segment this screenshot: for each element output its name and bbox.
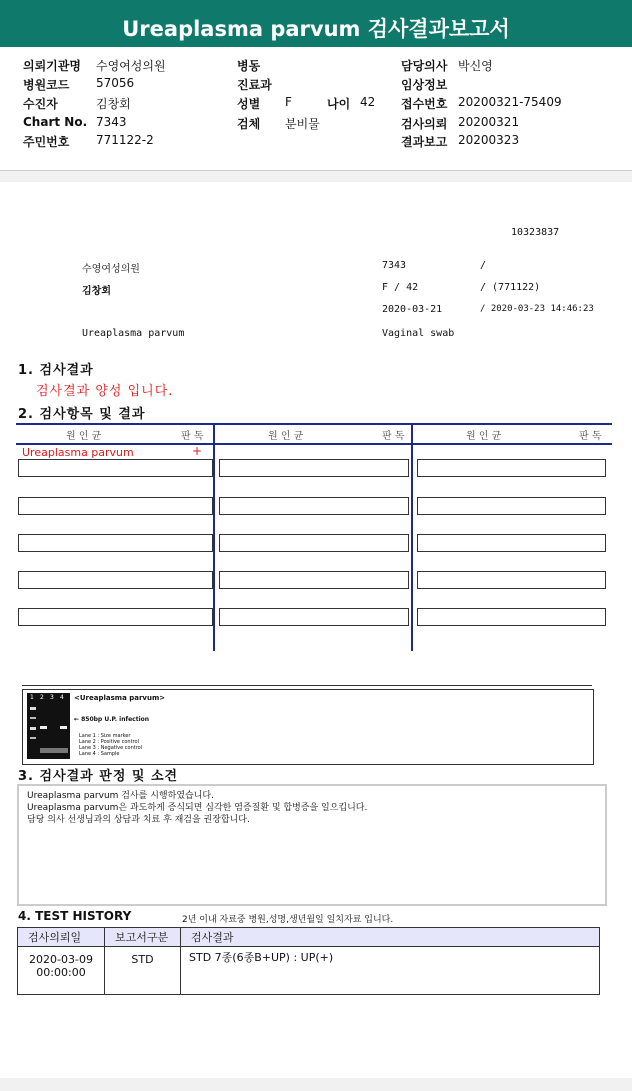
patient-name: 김창회 bbox=[82, 286, 111, 297]
result-cell bbox=[219, 571, 409, 589]
result-cell bbox=[219, 534, 409, 552]
col-judgement-3: 판 독 bbox=[579, 431, 602, 442]
hospital-code-label: 병원코드 bbox=[23, 78, 70, 92]
chart-number: 7343 bbox=[382, 260, 407, 271]
history-result: STD 7종(6종B+UP) : UP(+) bbox=[181, 947, 600, 995]
gel-image bbox=[27, 693, 70, 759]
history-table bbox=[17, 927, 600, 995]
age-label: 나이 bbox=[327, 97, 351, 111]
receipt-label: 접수번호 bbox=[401, 97, 448, 111]
clinical-label: 임상정보 bbox=[401, 78, 448, 92]
age-value: 42 bbox=[360, 95, 376, 109]
result-cell bbox=[417, 608, 606, 626]
resident-label: 주민번호 bbox=[23, 135, 70, 149]
specimen-type: Vaginal swab bbox=[382, 328, 455, 339]
gel-caption: <Ureaplasma parvum> bbox=[74, 694, 166, 702]
col-organism-1: 원 인 균 bbox=[66, 431, 102, 442]
gel-legend: Lane 1 : Size marker bbox=[79, 733, 131, 739]
opinion-text bbox=[27, 790, 367, 826]
report-title: Ureaplasma parvum 검사결과보고서 bbox=[0, 0, 632, 47]
requester-label: 의뢰기관명 bbox=[23, 59, 81, 73]
result-cell bbox=[417, 459, 606, 477]
col-judgement-1: 판 독 bbox=[181, 431, 204, 442]
gel-legend: Lane 4 : Sample bbox=[79, 751, 120, 757]
grid-divider-1 bbox=[213, 425, 215, 651]
request-date-value: 20200321 bbox=[458, 115, 520, 129]
dept-label: 진료과 bbox=[237, 78, 272, 92]
report-body bbox=[0, 182, 632, 1078]
gel-legend: Lane 3 : Negative control bbox=[79, 745, 143, 751]
lane-number: 3 bbox=[50, 694, 54, 701]
result-cell bbox=[219, 497, 409, 515]
col-judgement-2: 판 독 bbox=[382, 431, 405, 442]
gel-panel bbox=[22, 689, 594, 765]
opinion-box bbox=[17, 784, 607, 906]
gel-top-line bbox=[22, 685, 592, 686]
birth-date: / (771122) bbox=[480, 282, 541, 293]
slash-separator: / bbox=[480, 260, 487, 271]
lane-number: 1 bbox=[30, 694, 34, 701]
request-date-label: 검사의뢰 bbox=[401, 117, 448, 131]
col-organism-3: 원 인 균 bbox=[466, 431, 502, 442]
requester-value: 수영여성의원 bbox=[96, 59, 166, 73]
result-cell bbox=[18, 571, 213, 589]
receipt-value: 20200321-75409 bbox=[458, 95, 562, 109]
result-cell bbox=[417, 497, 606, 515]
col-organism-2: 원 인 균 bbox=[268, 431, 304, 442]
doctor-label: 담당의사 bbox=[401, 59, 448, 73]
history-header: 보고서구분 bbox=[105, 928, 181, 947]
report-date-value: 20200323 bbox=[458, 133, 520, 147]
chart-value: 7343 bbox=[96, 115, 127, 129]
result-cell bbox=[18, 534, 213, 552]
result-grid-header bbox=[16, 423, 612, 445]
specimen-label: 검체 bbox=[237, 117, 261, 131]
band-label: ← 850bp U.P. infection bbox=[74, 716, 150, 723]
date-received: 2020-03-21 bbox=[382, 304, 443, 315]
chart-label: Chart No. bbox=[23, 115, 88, 129]
history-note: 2년 이내 자료중 병원,성명,생년월일 일치자료 입니다. bbox=[182, 915, 394, 925]
lane-number: 4 bbox=[60, 694, 64, 701]
result-cell bbox=[219, 608, 409, 626]
history-type: STD bbox=[105, 947, 181, 995]
grid-divider-2 bbox=[411, 425, 413, 651]
result-cell bbox=[417, 571, 606, 589]
history-time: 00:00:00 bbox=[36, 966, 86, 979]
organism-ureaplasma: Ureaplasma parvum bbox=[22, 446, 134, 459]
patient-label: 수진자 bbox=[23, 97, 58, 111]
result-cell bbox=[417, 534, 606, 552]
opinion-line: 담당 의사 선생님과의 상담과 치료 후 재검을 권장합니다. bbox=[27, 815, 250, 825]
header-info bbox=[0, 47, 632, 171]
section4-title: 4. TEST HISTORY bbox=[18, 909, 132, 923]
history-header: 검사결과 bbox=[181, 928, 600, 947]
history-date: 2020-03-09 bbox=[29, 953, 93, 966]
specimen-value: 분비물 bbox=[285, 117, 320, 131]
organism-result: + bbox=[192, 444, 203, 458]
lane-number: 2 bbox=[40, 694, 44, 701]
opinion-line: Ureaplasma parvum은 과도하게 증식되면 심각한 염증질환 및 합병증을 일으킵니다. bbox=[27, 803, 368, 813]
section1-title: 1. 검사결과 bbox=[18, 363, 94, 378]
doctor-value: 박신영 bbox=[458, 59, 493, 73]
section2-title: 2. 검사항목 및 결과 bbox=[18, 407, 146, 422]
sex-value: F bbox=[285, 95, 292, 109]
history-header: 검사의뢰일 bbox=[18, 928, 105, 947]
hospital-code-value: 57056 bbox=[96, 76, 135, 90]
section3-title: 3. 검사결과 판정 및 소견 bbox=[18, 769, 179, 784]
clinic-name: 수영여성의원 bbox=[82, 264, 140, 275]
test-name: Ureaplasma parvum bbox=[82, 328, 185, 339]
date-reported: / 2020-03-23 14:46:23 bbox=[480, 304, 594, 314]
sex-age: F / 42 bbox=[382, 282, 419, 293]
result-cell bbox=[18, 608, 213, 626]
gel-legend: Lane 2 : Positive control bbox=[79, 739, 139, 745]
result-cell bbox=[18, 459, 213, 477]
patient-value: 김창회 bbox=[96, 97, 131, 111]
sex-label: 성별 bbox=[237, 97, 261, 111]
history-row bbox=[18, 947, 600, 995]
positive-result: 검사결과 양성 입니다. bbox=[36, 384, 174, 399]
report-date-label: 결과보고 bbox=[401, 135, 448, 149]
opinion-line: Ureaplasma parvum 검사를 시행하였습니다. bbox=[27, 791, 214, 801]
ward-label: 병동 bbox=[237, 59, 261, 73]
result-cell bbox=[219, 459, 409, 477]
resident-value: 771122-2 bbox=[96, 133, 154, 147]
result-cell bbox=[18, 497, 213, 515]
ref-number: 10323837 bbox=[511, 227, 560, 238]
